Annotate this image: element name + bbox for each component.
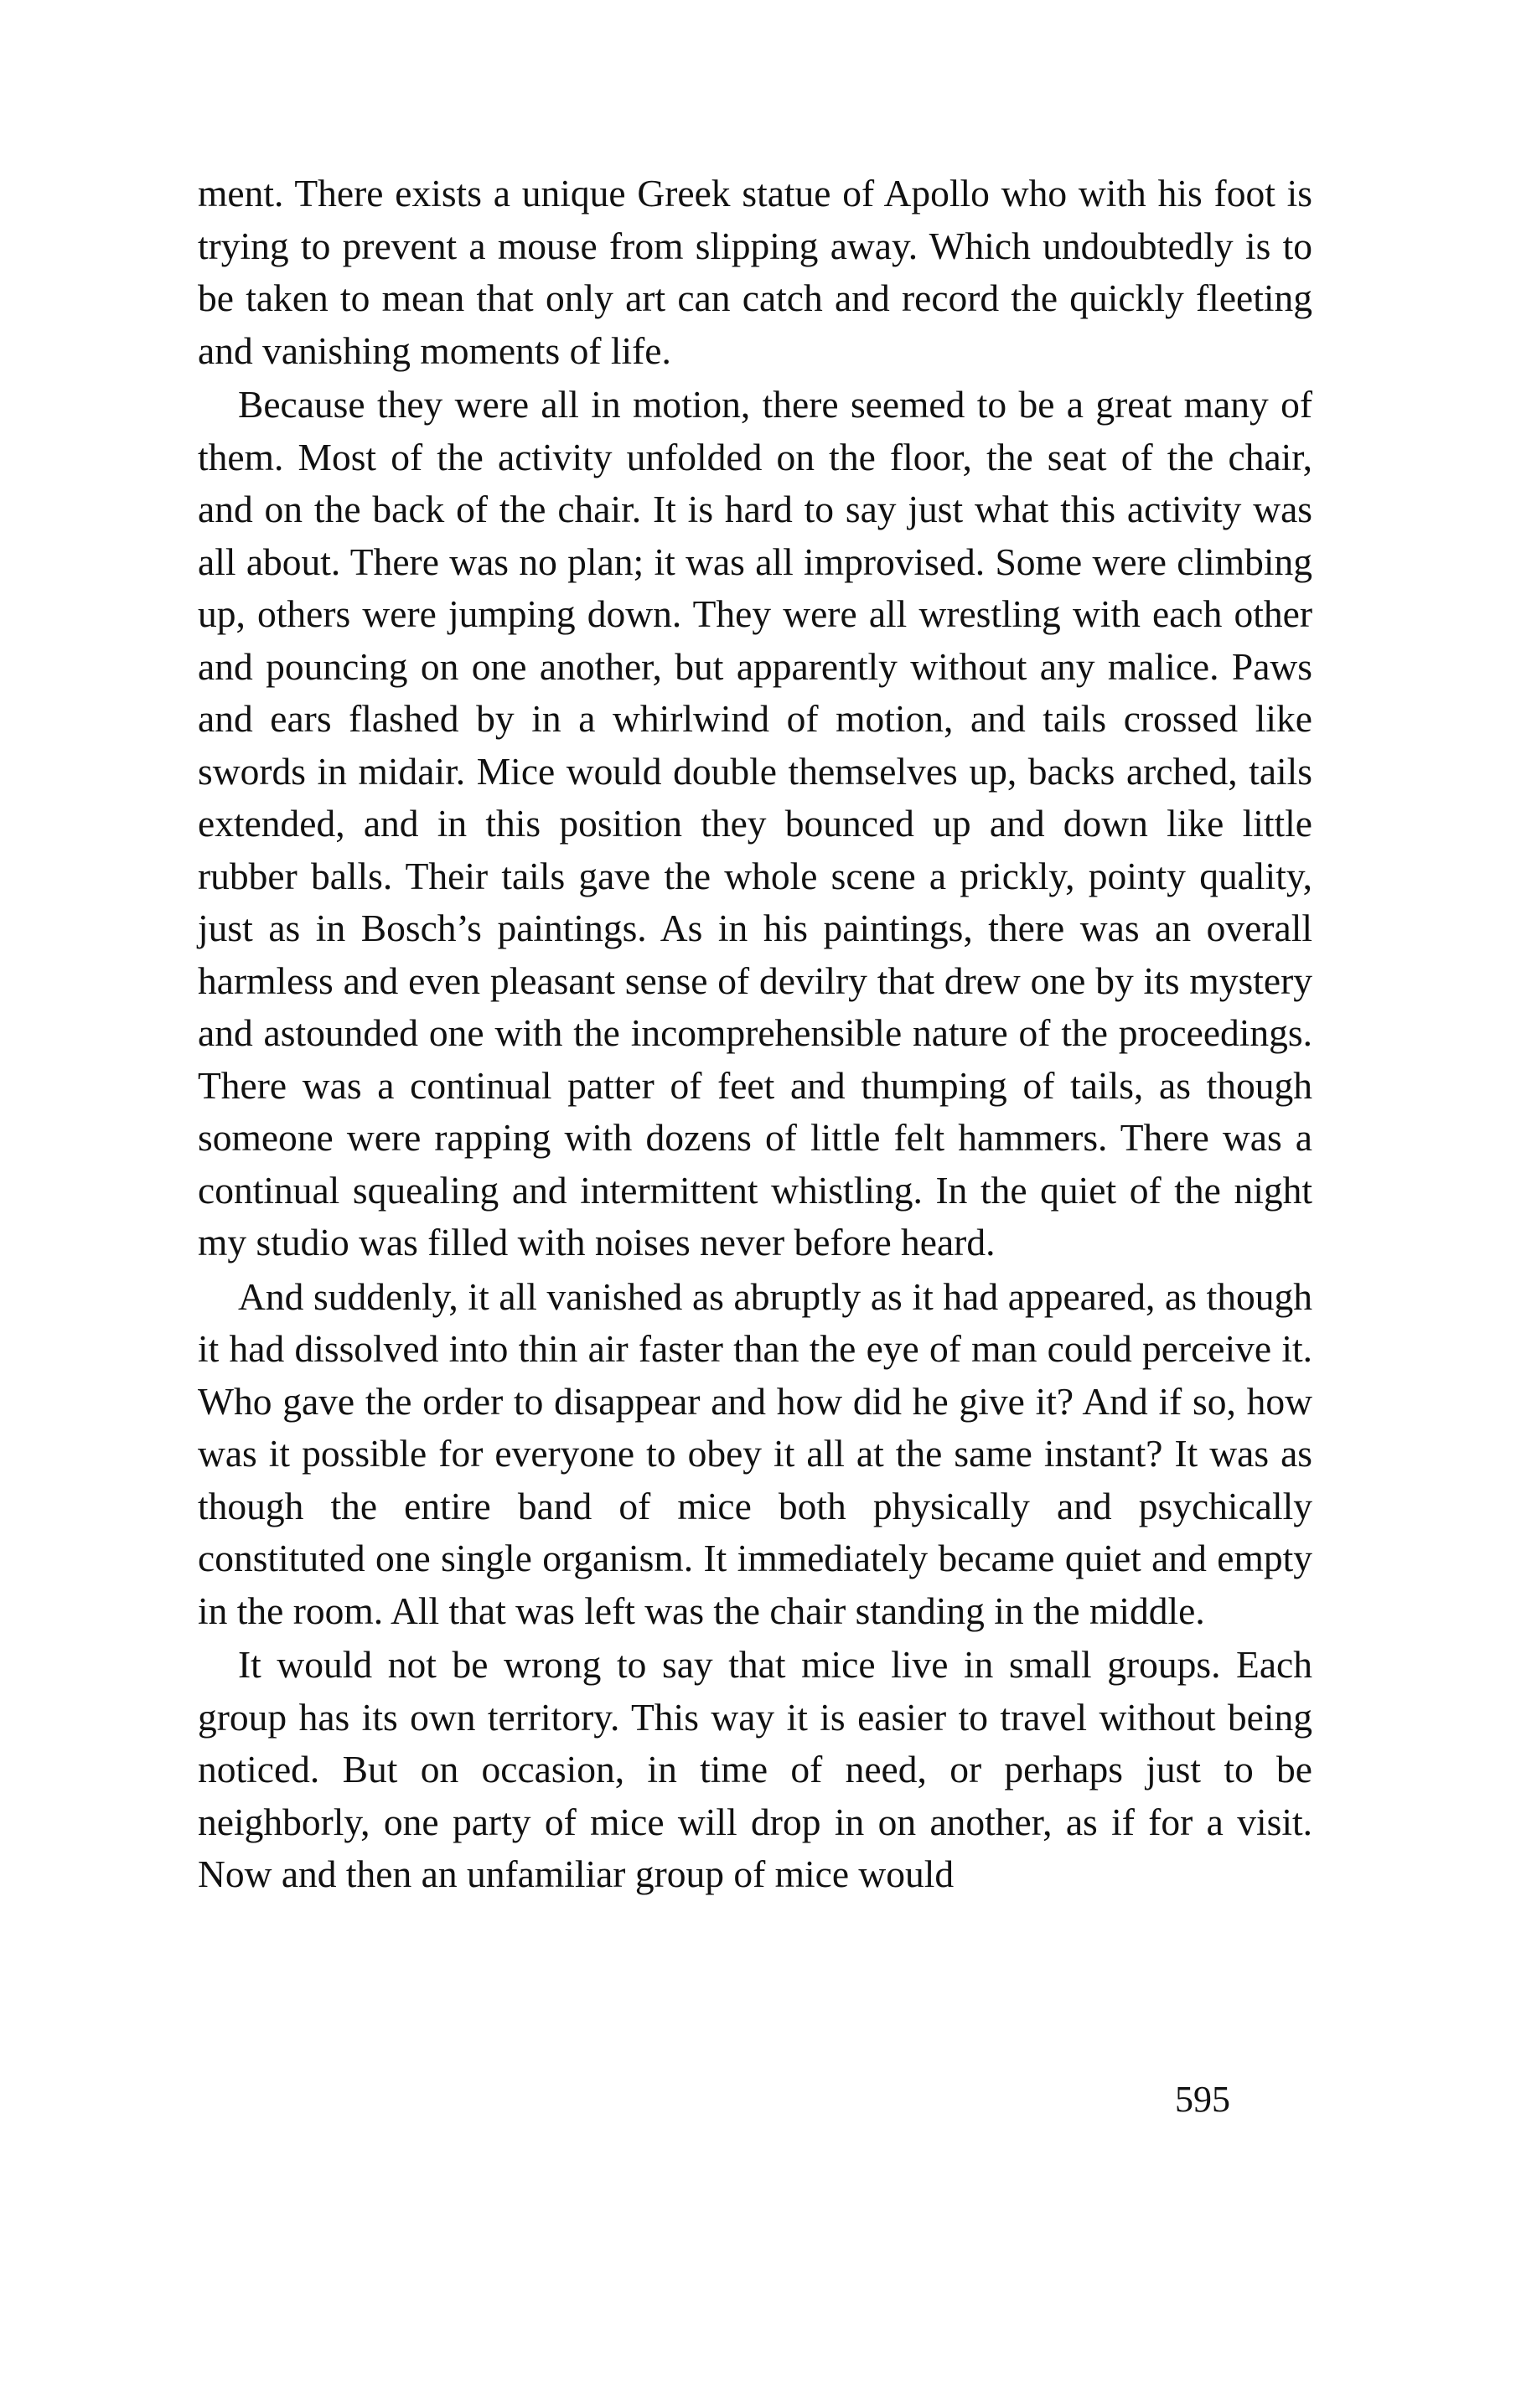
paragraph-vanished: And suddenly, it all vanished as abruptly as it had appeared, as though it had dissolved into thin air faster than the eye of man could perceive it. Who gave the order to disappear and how did he give it? And if so, how was it possible for everyone to obey it all at the same instant? It was as though the entire band of mice both physically and psychically constituted one single organism. It immediately became quiet and empty in the room. All that was left was the chair standing in the middle. <box>198 1274 1312 1632</box>
paragraph-continuation: ment. There exists a unique Greek statue of Apollo who with his foot is trying to prevent a mouse from slipping away. Which undoubtedly is to be taken to mean that only art can catch and record the quickly fleeting and vanishing moments of life. <box>198 172 1312 372</box>
paragraph-mice-activity: Because they were all in motion, there seemed to be a great many of them. Most of the activity unfolded on the floor, the seat of the chair, and on the back of the chair. It is hard to say just what this activity was all about. There was no plan; it was all improvised. Some were climbing up, others were jumping down. They were all wrestling with each other and pouncing on one another, but apparently without any malice. Paws and ears flashed by in a whirlwind of motion, and tails crossed like swords in midair. Mice would double themselves up, backs arched, tails extended, and in this position they bounced up and down like little rubber balls. Their tails gave the whole scene a prickly, pointy quality, just as in Bosch’s paintings. As in his paintings, there was an overall harmless and even pleasant sense of devilry that drew one by its mystery and astounded one with the incomprehensible nature of the proceedings. There was a continual patter of feet and thumping of tails, as though someone were rapping with dozens of little felt hammers. There was a continual squealing and intermittent whistling. In the quiet of the night my studio was filled with noises never before heard. <box>198 383 1312 1263</box>
page-number: 595 <box>1175 2079 1230 2120</box>
body-text <box>198 168 1312 1901</box>
paragraph-small-groups: It would not be wrong to say that mice live in small groups. Each group has its own territory. This way it is easier to travel without being noticed. But on occasion, in time of need, or perhaps just to be neighborly, one party of mice will drop in on another, as if for a visit. Now and then an unfamiliar group of mice would <box>198 1643 1312 1895</box>
